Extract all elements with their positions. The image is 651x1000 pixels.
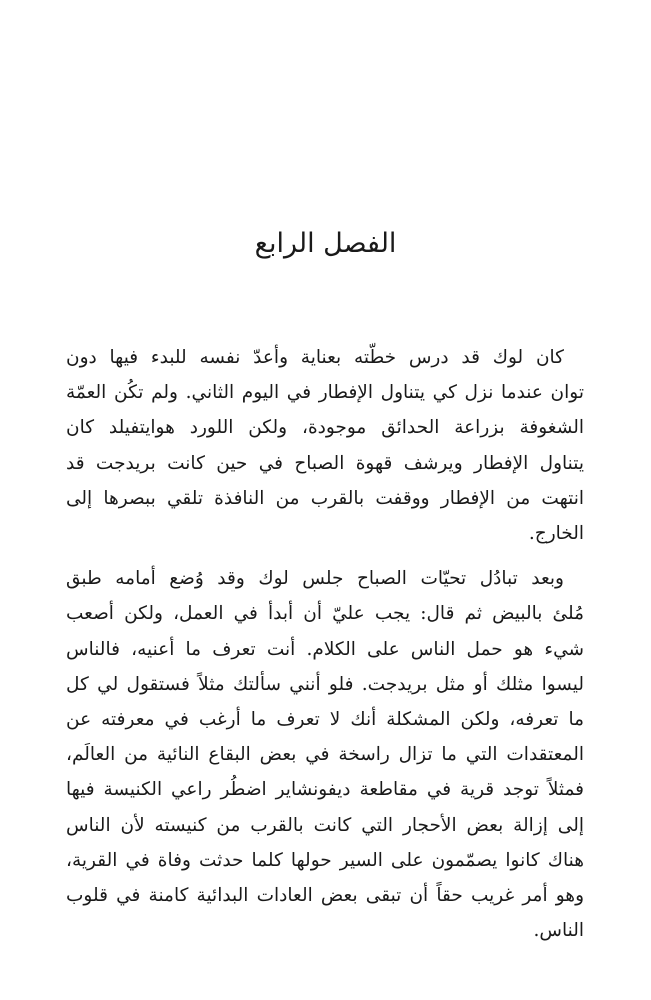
text-line: وبعد تبادُل تحيّات الصباح جلس لوك وقد وُضع أمامه طبق (66, 568, 564, 590)
text-line: كان لوك قد درس خطّته بعناية وأعدّ نفسه للبدء فيها دون (66, 347, 564, 368)
paragraph-2 (66, 561, 584, 948)
text-line: الخارج. (528, 523, 584, 545)
text-line: إلى إزالة بعض الأحجار التي كانت بالقرب من كنيسته لأن الناس (66, 814, 584, 836)
text-line: هناك كانوا يصمّمون على السير حولها كلما حدثت وفاة في القرية، (66, 849, 584, 871)
paragraph-1 (66, 340, 584, 551)
text-line: توان عندما نزل كي يتناول الإفطار في اليوم الثاني. ولم تكُن العمّة (66, 382, 584, 404)
chapter-body (66, 340, 584, 948)
text-line: ما تعرفه، ولكن المشكلة أنك لا تعرف ما أرغب في معرفته عن (66, 709, 584, 731)
text-line: يتناول الإفطار ويرشف قهوة الصباح في حين كانت بريدجت قد (66, 452, 584, 474)
text-line: ليسوا مثلك أو مثل بريدجت. فلو أنني سألتك مثلاً فستقول لي كل (66, 673, 584, 695)
text-line: المعتقدات التي ما تزال راسخة في بعض البقاع النائية من العالَم، (66, 744, 584, 766)
text-line: شيء هو حمل الناس على الكلام. أنت تعرف ما أعنيه، فالناس (66, 638, 584, 660)
text-line: مُلئ بالبيض ثم قال: يجب عليّ أن أبدأ في العمل، ولكن أصعب (66, 603, 584, 625)
chapter-title: الفصل الرابع (254, 228, 397, 259)
text-line: الناس. (533, 920, 584, 942)
text-line: انتهت من الإفطار ووقفت بالقرب من النافذة تلقي ببصرها إلى (66, 487, 584, 509)
text-line: الشغوفة بزراعة الحدائق موجودة، ولكن اللورد هوايتفيلد كان (66, 417, 584, 439)
text-line: فمثلاً توجد قرية في مقاطعة ديفونشاير اضطُر راعي الكنيسة فيها (66, 779, 584, 801)
text-line: وهو أمر غريب حقاً أن تبقى بعض العادات البدائية كامنة في قلوب (66, 885, 584, 907)
